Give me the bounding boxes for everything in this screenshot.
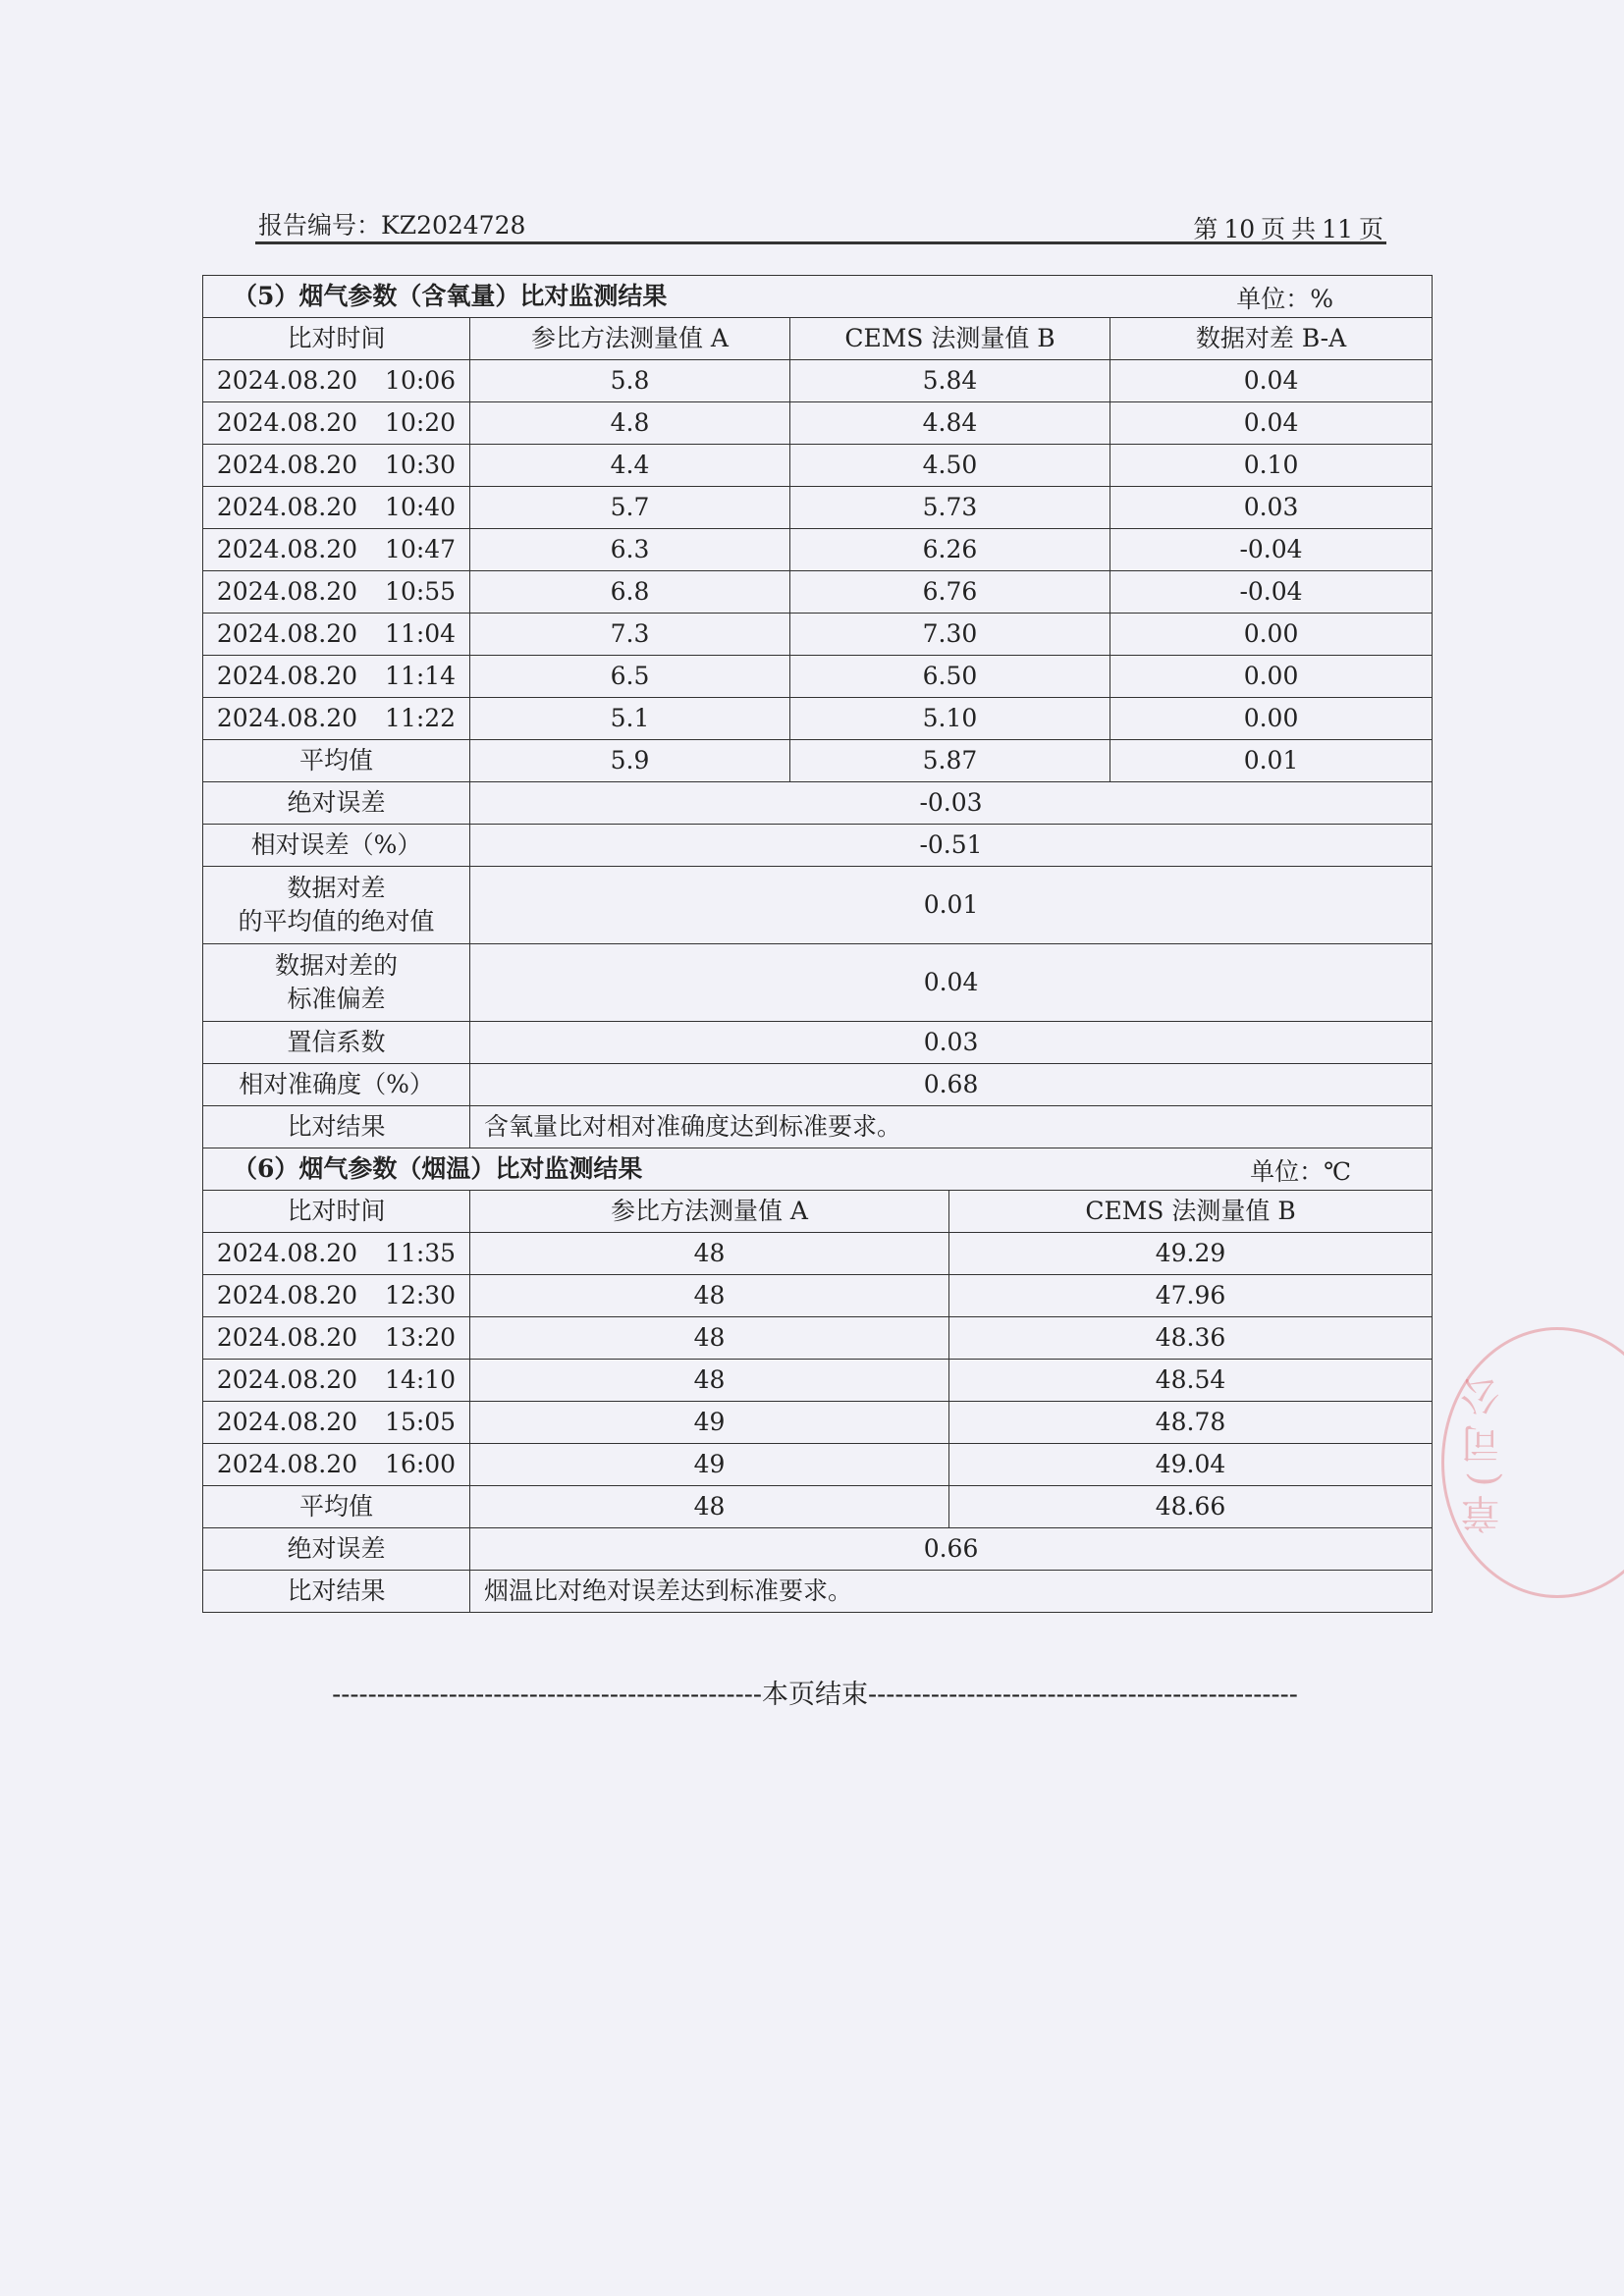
comparison-clock: 13:20 xyxy=(385,1323,457,1353)
std-dev-label xyxy=(203,944,470,1022)
avg-label: 平均值 xyxy=(203,740,470,782)
comparison-clock: 16:00 xyxy=(385,1450,457,1479)
section5-mean-abs-diff-row xyxy=(203,867,1433,944)
page-ye2: 页 xyxy=(1358,215,1383,243)
comparison-date: 2024.08.20 xyxy=(216,408,358,438)
section5-rel-accuracy-row xyxy=(203,1064,1433,1106)
section6-data-row xyxy=(203,1444,1433,1486)
comparison-clock: 11:14 xyxy=(385,662,457,691)
result-value: 烟温比对绝对误差达到标准要求。 xyxy=(470,1571,1433,1613)
comparison-time xyxy=(203,1360,470,1402)
value-diff: 0.04 xyxy=(1110,402,1433,445)
comparison-time xyxy=(203,529,470,571)
section5-data-row xyxy=(203,614,1433,656)
section5-unit: 单位：% xyxy=(1236,285,1334,313)
abs-error-label: 绝对误差 xyxy=(203,1528,470,1571)
value-a: 5.8 xyxy=(470,360,790,402)
value-b: 48.78 xyxy=(949,1402,1433,1444)
company-seal-text: 章(司公 xyxy=(1461,1369,1506,1534)
comparison-time xyxy=(203,1233,470,1275)
comparison-clock: 12:30 xyxy=(385,1281,457,1310)
value-b: 6.76 xyxy=(790,571,1110,614)
mean-abs-diff-value: 0.01 xyxy=(470,867,1433,944)
abs-error-label: 绝对误差 xyxy=(203,782,470,825)
comparison-date: 2024.08.20 xyxy=(216,1239,358,1268)
value-b: 4.84 xyxy=(790,402,1110,445)
rel-accuracy-label: 相对准确度（%） xyxy=(203,1064,470,1106)
value-b: 6.50 xyxy=(790,656,1110,698)
comparison-clock: 11:04 xyxy=(385,619,457,649)
comparison-date: 2024.08.20 xyxy=(216,619,358,649)
page-ye: 页 xyxy=(1261,215,1286,243)
value-a: 49 xyxy=(470,1402,949,1444)
comparison-date: 2024.08.20 xyxy=(216,493,358,522)
section5-abs-error-row xyxy=(203,782,1433,825)
comparison-clock: 11:35 xyxy=(385,1239,457,1268)
mean-abs-diff-label-line2: 的平均值的绝对值 xyxy=(238,907,435,935)
section5-data-row xyxy=(203,445,1433,487)
avg-b: 48.66 xyxy=(949,1486,1433,1528)
comparison-time xyxy=(203,1444,470,1486)
comparison-date: 2024.08.20 xyxy=(216,1408,358,1437)
avg-diff: 0.01 xyxy=(1110,740,1433,782)
comparison-time xyxy=(203,1317,470,1360)
value-b: 7.30 xyxy=(790,614,1110,656)
value-diff: 0.04 xyxy=(1110,360,1433,402)
value-b: 47.96 xyxy=(949,1275,1433,1317)
comparison-date: 2024.08.20 xyxy=(216,1281,358,1310)
column-header-a: 参比方法测量值 A xyxy=(470,1191,949,1233)
section5-data-row xyxy=(203,656,1433,698)
section5-data-row xyxy=(203,360,1433,402)
section6-abs-error-row xyxy=(203,1528,1433,1571)
comparison-time xyxy=(203,445,470,487)
value-diff: 0.00 xyxy=(1110,614,1433,656)
page-total: 11 xyxy=(1322,215,1353,243)
page-number: 10 xyxy=(1223,215,1256,243)
value-a: 6.3 xyxy=(470,529,790,571)
value-a: 4.4 xyxy=(470,445,790,487)
column-header-time: 比对时间 xyxy=(203,1191,470,1233)
comparison-clock: 14:10 xyxy=(385,1365,457,1395)
comparison-date: 2024.08.20 xyxy=(216,662,358,691)
abs-error-value: -0.03 xyxy=(470,782,1433,825)
value-a: 48 xyxy=(470,1317,949,1360)
section6-title xyxy=(203,1148,1433,1191)
comparison-clock: 10:30 xyxy=(385,451,457,480)
page-end-line: ------------------------------------------------本页结束------------------------------------------------ xyxy=(332,1680,1298,1710)
mean-abs-diff-label-line1: 数据对差 xyxy=(287,874,386,903)
avg-a: 5.9 xyxy=(470,740,790,782)
value-b: 5.84 xyxy=(790,360,1110,402)
result-value: 含氧量比对相对准确度达到标准要求。 xyxy=(470,1106,1433,1148)
column-header-b: CEMS 法测量值 B xyxy=(949,1191,1433,1233)
section6-data-row xyxy=(203,1360,1433,1402)
confidence-value: 0.03 xyxy=(470,1022,1433,1064)
std-dev-label-line1: 数据对差的 xyxy=(274,951,398,981)
value-a: 5.1 xyxy=(470,698,790,740)
comparison-clock: 11:22 xyxy=(385,704,457,733)
avg-a: 48 xyxy=(470,1486,949,1528)
avg-label: 平均值 xyxy=(203,1486,470,1528)
comparison-time xyxy=(203,656,470,698)
comparison-clock: 10:06 xyxy=(385,366,457,396)
comparison-date: 2024.08.20 xyxy=(216,704,358,733)
column-header-time: 比对时间 xyxy=(203,318,470,360)
rel-error-label: 相对误差（%） xyxy=(203,825,470,867)
section6-data-row xyxy=(203,1275,1433,1317)
comparison-time xyxy=(203,360,470,402)
std-dev-value: 0.04 xyxy=(470,944,1433,1022)
result-label: 比对结果 xyxy=(203,1106,470,1148)
section5-data-row xyxy=(203,571,1433,614)
report-number-value: KZ2024728 xyxy=(381,211,526,240)
confidence-label: 置信系数 xyxy=(203,1022,470,1064)
value-a: 48 xyxy=(470,1275,949,1317)
comparison-time xyxy=(203,1402,470,1444)
value-b: 5.73 xyxy=(790,487,1110,529)
comparison-date: 2024.08.20 xyxy=(216,366,358,396)
value-diff: 0.10 xyxy=(1110,445,1433,487)
comparison-report-table xyxy=(202,275,1433,1613)
comparison-time xyxy=(203,698,470,740)
value-a: 48 xyxy=(470,1360,949,1402)
section5-title xyxy=(203,276,1433,318)
rel-error-value: -0.51 xyxy=(470,825,1433,867)
std-dev-label-line2: 标准偏差 xyxy=(287,985,386,1013)
report-number xyxy=(258,206,525,241)
section5-data-row xyxy=(203,529,1433,571)
mean-abs-diff-label xyxy=(203,867,470,944)
value-b: 6.26 xyxy=(790,529,1110,571)
comparison-time xyxy=(203,614,470,656)
section6-data-row xyxy=(203,1233,1433,1275)
comparison-date: 2024.08.20 xyxy=(216,1323,358,1353)
section6-result-row xyxy=(203,1571,1433,1613)
column-header-a: 参比方法测量值 A xyxy=(470,318,790,360)
comparison-date: 2024.08.20 xyxy=(216,1365,358,1395)
value-b: 4.50 xyxy=(790,445,1110,487)
comparison-clock: 10:55 xyxy=(385,577,457,607)
section5-title-row xyxy=(203,276,1433,318)
value-diff: 0.00 xyxy=(1110,698,1433,740)
section6-title-row xyxy=(203,1148,1433,1191)
value-a: 6.5 xyxy=(470,656,790,698)
comparison-clock: 10:47 xyxy=(385,535,457,564)
avg-b: 5.87 xyxy=(790,740,1110,782)
value-b: 48.36 xyxy=(949,1317,1433,1360)
section5-data-row xyxy=(203,698,1433,740)
section5-std-dev-row xyxy=(203,944,1433,1022)
section5-result-row xyxy=(203,1106,1433,1148)
section5-confidence-row xyxy=(203,1022,1433,1064)
comparison-date: 2024.08.20 xyxy=(216,535,358,564)
comparison-date: 2024.08.20 xyxy=(216,451,358,480)
section6-header-row xyxy=(203,1191,1433,1233)
value-b: 5.10 xyxy=(790,698,1110,740)
section5-rel-error-row xyxy=(203,825,1433,867)
value-a: 49 xyxy=(470,1444,949,1486)
value-a: 4.8 xyxy=(470,402,790,445)
value-a: 7.3 xyxy=(470,614,790,656)
abs-error-value: 0.66 xyxy=(470,1528,1433,1571)
value-diff: 0.00 xyxy=(1110,656,1433,698)
rel-accuracy-value: 0.68 xyxy=(470,1064,1433,1106)
section5-title-text: （5）烟气参数（含氧量）比对监测结果 xyxy=(233,282,668,311)
section5-data-row xyxy=(203,487,1433,529)
comparison-date: 2024.08.20 xyxy=(216,1450,358,1479)
comparison-time xyxy=(203,487,470,529)
page-di: 第 xyxy=(1193,215,1218,243)
page-header xyxy=(255,202,1386,244)
comparison-clock: 15:05 xyxy=(385,1408,457,1437)
value-a: 5.7 xyxy=(470,487,790,529)
value-a: 6.8 xyxy=(470,571,790,614)
comparison-clock: 10:40 xyxy=(385,493,457,522)
section6-title-text: （6）烟气参数（烟温）比对监测结果 xyxy=(233,1154,643,1184)
column-header-b: CEMS 法测量值 B xyxy=(790,318,1110,360)
page-indicator xyxy=(1187,210,1383,245)
comparison-date: 2024.08.20 xyxy=(216,577,358,607)
column-header-diff: 数据对差 B-A xyxy=(1110,318,1433,360)
value-b: 48.54 xyxy=(949,1360,1433,1402)
section6-avg-row xyxy=(203,1486,1433,1528)
section6-data-row xyxy=(203,1402,1433,1444)
result-label: 比对结果 xyxy=(203,1571,470,1613)
section5-data-row xyxy=(203,402,1433,445)
value-a: 48 xyxy=(470,1233,949,1275)
value-diff: 0.03 xyxy=(1110,487,1433,529)
section6-data-row xyxy=(203,1317,1433,1360)
section5-avg-row xyxy=(203,740,1433,782)
comparison-time xyxy=(203,402,470,445)
report-number-label: 报告编号： xyxy=(258,211,382,240)
value-b: 49.29 xyxy=(949,1233,1433,1275)
comparison-clock: 10:20 xyxy=(385,408,457,438)
value-b: 49.04 xyxy=(949,1444,1433,1486)
comparison-time xyxy=(203,571,470,614)
section6-unit: 单位：℃ xyxy=(1250,1157,1352,1186)
value-diff: -0.04 xyxy=(1110,529,1433,571)
section5-header-row xyxy=(203,318,1433,360)
page-gong: 共 xyxy=(1291,215,1317,243)
value-diff: -0.04 xyxy=(1110,571,1433,614)
comparison-time xyxy=(203,1275,470,1317)
